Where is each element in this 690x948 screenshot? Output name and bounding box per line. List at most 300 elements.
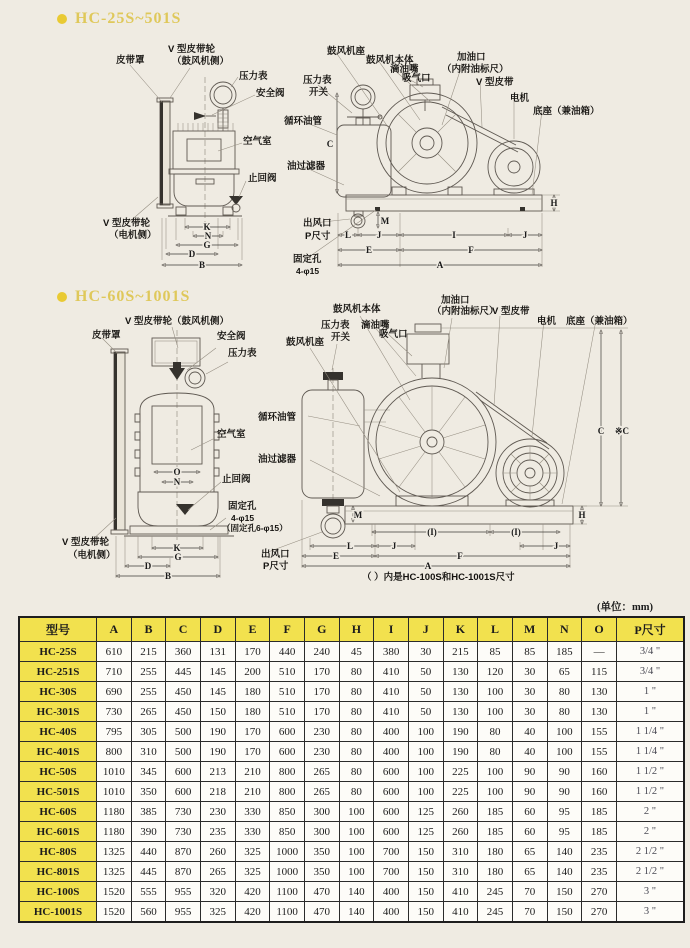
diagram-hc60s-1001s	[60, 310, 680, 582]
label-pressure-gauge: 压力表	[239, 71, 268, 82]
dim-j: J	[391, 541, 397, 551]
value-cell: 870	[166, 842, 201, 862]
value-cell: 385	[131, 802, 166, 822]
value-cell: 200	[235, 662, 270, 682]
value-cell: 1100	[270, 882, 305, 902]
table-row	[19, 862, 684, 882]
value-cell: 3/4 "	[617, 642, 685, 662]
value-cell: 730	[97, 702, 132, 722]
value-cell: 325	[235, 862, 270, 882]
table-row	[19, 642, 684, 662]
value-cell: 1325	[97, 862, 132, 882]
value-cell: 440	[131, 842, 166, 862]
model-cell: HC-25S	[19, 642, 97, 662]
value-cell: 190	[443, 722, 478, 742]
value-cell: 470	[304, 882, 339, 902]
table-row	[19, 902, 684, 923]
value-cell: 700	[374, 862, 409, 882]
value-cell: 800	[270, 762, 305, 782]
label-motor: 电机	[510, 93, 530, 104]
value-cell: 230	[304, 722, 339, 742]
value-cell: 80	[339, 662, 374, 682]
bullet-icon	[57, 14, 67, 24]
value-cell: 2 "	[617, 802, 685, 822]
value-cell: 420	[235, 882, 270, 902]
value-cell: 1 "	[617, 702, 685, 722]
label-oil-filler: 加油口	[441, 295, 470, 306]
value-cell: 130	[582, 702, 617, 722]
value-cell: 330	[235, 802, 270, 822]
value-cell: 90	[512, 762, 547, 782]
column-header: 型号	[19, 617, 97, 642]
value-cell: 850	[270, 802, 305, 822]
value-cell: 45	[339, 642, 374, 662]
value-cell: 730	[166, 802, 201, 822]
value-cell: 235	[582, 842, 617, 862]
value-cell: 185	[547, 642, 582, 662]
value-cell: 305	[131, 722, 166, 742]
value-cell: 180	[235, 682, 270, 702]
value-cell: 1 1/2 "	[617, 782, 685, 802]
label-suction-port: 吸气口	[402, 73, 431, 84]
value-cell: 600	[166, 782, 201, 802]
value-cell: 130	[443, 662, 478, 682]
dim-n: N	[204, 231, 212, 241]
value-cell: 155	[582, 742, 617, 762]
value-cell: 160	[582, 762, 617, 782]
dim-c: C	[597, 426, 605, 436]
value-cell: 100	[547, 722, 582, 742]
value-cell: 450	[166, 702, 201, 722]
value-cell: 140	[339, 902, 374, 923]
column-header: M	[512, 617, 547, 642]
label-pulley-blower: V 型皮带轮（鼓风机侧）	[125, 316, 229, 327]
label-blower-body: 鼓风机本体	[333, 304, 381, 315]
label-belt-cover: 皮带罩	[116, 55, 145, 66]
dimension-table	[18, 616, 685, 923]
value-cell: 3 "	[617, 902, 685, 923]
value-cell: 100	[339, 822, 374, 842]
value-cell: 410	[443, 902, 478, 923]
value-cell: 710	[97, 662, 132, 682]
value-cell: 310	[443, 862, 478, 882]
value-cell: 400	[374, 742, 409, 762]
value-cell: 2 1/2 "	[617, 862, 685, 882]
value-cell: 510	[270, 682, 305, 702]
table-row	[19, 782, 684, 802]
value-cell: 265	[131, 702, 166, 722]
value-cell: 1010	[97, 762, 132, 782]
label-pulley-motor-2: （电机侧）	[68, 550, 116, 561]
value-cell: 100	[478, 782, 513, 802]
label-belt-cover: 皮带罩	[92, 330, 121, 341]
value-cell: 265	[304, 782, 339, 802]
dim-d: D	[144, 561, 152, 571]
value-cell: 180	[235, 702, 270, 722]
value-cell: 50	[408, 682, 443, 702]
label-v-belt: V 型皮带	[492, 306, 530, 317]
value-cell: 600	[270, 722, 305, 742]
value-cell: 100	[339, 802, 374, 822]
value-cell: 700	[374, 842, 409, 862]
value-cell: 255	[131, 682, 166, 702]
value-cell: 400	[374, 902, 409, 923]
value-cell: 800	[270, 782, 305, 802]
value-cell: 85	[478, 642, 513, 662]
section1-title: HC-25S~501S	[75, 10, 182, 27]
dim-k: K	[173, 543, 181, 553]
bullet-icon	[57, 292, 67, 302]
value-cell: 180	[478, 842, 513, 862]
label-pulley-motor-2: （电机侧）	[109, 230, 157, 241]
label-air-chamber: 空气室	[243, 136, 272, 147]
value-cell: 870	[166, 862, 201, 882]
table-row	[19, 762, 684, 782]
dim-a: A	[424, 561, 432, 571]
value-cell: 420	[235, 902, 270, 923]
label-safety-valve: 安全阀	[256, 88, 285, 99]
label-motor: 电机	[537, 316, 557, 327]
value-cell: 213	[200, 762, 235, 782]
value-cell: 125	[408, 822, 443, 842]
label-circ-oil-pipe: 循环油管	[284, 116, 323, 127]
label-blower-base: 鼓风机座	[327, 46, 366, 57]
table-head	[19, 617, 684, 642]
dim-b: B	[198, 260, 206, 270]
column-header: E	[235, 617, 270, 642]
value-cell: 100	[408, 722, 443, 742]
value-cell: —	[582, 642, 617, 662]
value-cell: 500	[166, 722, 201, 742]
value-cell: 170	[235, 722, 270, 742]
value-cell: 80	[339, 742, 374, 762]
value-cell: 150	[408, 882, 443, 902]
value-cell: 600	[166, 762, 201, 782]
value-cell: 80	[547, 702, 582, 722]
value-cell: 1180	[97, 802, 132, 822]
value-cell: 80	[547, 682, 582, 702]
value-cell: 225	[443, 782, 478, 802]
value-cell: 140	[339, 882, 374, 902]
value-cell: 1100	[270, 902, 305, 923]
value-cell: 410	[443, 882, 478, 902]
value-cell: 80	[339, 782, 374, 802]
value-cell: 190	[200, 722, 235, 742]
dim-i-paren2: (I)	[511, 527, 521, 537]
model-cell: HC-100S	[19, 882, 97, 902]
label-fixing-hole-1: 固定孔	[293, 254, 322, 265]
value-cell: 131	[200, 642, 235, 662]
value-cell: 30	[512, 682, 547, 702]
column-header: H	[339, 617, 374, 642]
value-cell: 50	[408, 662, 443, 682]
dim-c: C	[326, 139, 334, 149]
dim-m: M	[353, 510, 363, 520]
value-cell: 95	[547, 802, 582, 822]
column-header: D	[200, 617, 235, 642]
value-cell: 115	[582, 662, 617, 682]
value-cell: 215	[131, 642, 166, 662]
value-cell: 150	[408, 902, 443, 923]
table-row	[19, 822, 684, 842]
value-cell: 100	[339, 842, 374, 862]
table-row	[19, 722, 684, 742]
value-cell: 325	[200, 902, 235, 923]
value-cell: 1000	[270, 842, 305, 862]
value-cell: 1520	[97, 902, 132, 923]
dim-h: H	[550, 198, 558, 208]
value-cell: 450	[166, 682, 201, 702]
value-cell: 215	[443, 642, 478, 662]
value-cell: 300	[304, 802, 339, 822]
value-cell: 230	[200, 802, 235, 822]
value-cell: 100	[547, 742, 582, 762]
table-header-row	[19, 617, 684, 642]
column-header: F	[270, 617, 305, 642]
label-pulley-blower-2: （鼓风机侧）	[172, 56, 230, 67]
value-cell: 90	[547, 762, 582, 782]
value-cell: 130	[582, 682, 617, 702]
column-header: O	[582, 617, 617, 642]
value-cell: 555	[131, 882, 166, 902]
value-cell: 245	[478, 882, 513, 902]
label-oil-filter: 油过滤器	[258, 454, 297, 465]
label-base: 底座（兼油箱）	[533, 106, 600, 117]
value-cell: 80	[339, 722, 374, 742]
value-cell: 3/4 "	[617, 662, 685, 682]
value-cell: 510	[270, 702, 305, 722]
dim-e: E	[365, 245, 373, 255]
value-cell: 125	[408, 802, 443, 822]
value-cell: 380	[374, 642, 409, 662]
dim-l: L	[346, 541, 354, 551]
label-v-belt: V 型皮带	[476, 77, 514, 88]
value-cell: 170	[304, 662, 339, 682]
value-cell: 30	[512, 662, 547, 682]
label-oil-dripper: 滴油嘴	[361, 320, 390, 331]
value-cell: 90	[547, 782, 582, 802]
value-cell: 470	[304, 902, 339, 923]
table-row	[19, 742, 684, 762]
value-cell: 120	[478, 662, 513, 682]
model-cell: HC-80S	[19, 842, 97, 862]
value-cell: 65	[512, 842, 547, 862]
value-cell: 150	[547, 902, 582, 923]
column-header: L	[478, 617, 513, 642]
value-cell: 1010	[97, 782, 132, 802]
label-check-valve: 止回阀	[248, 173, 277, 184]
value-cell: 65	[512, 862, 547, 882]
column-header: A	[97, 617, 132, 642]
value-cell: 1180	[97, 822, 132, 842]
value-cell: 185	[478, 802, 513, 822]
label-blower-body: 鼓风机本体	[366, 55, 414, 66]
dim-a: A	[436, 260, 444, 270]
size-note: （ ）内是HC-100S和HC-1001S尺寸	[362, 572, 515, 583]
value-cell: 185	[582, 802, 617, 822]
label-oil-filler-note: （内附油标尺）	[442, 64, 509, 75]
label-suction-port: 吸气口	[379, 329, 408, 340]
value-cell: 410	[374, 682, 409, 702]
value-cell: 190	[200, 742, 235, 762]
value-cell: 350	[131, 782, 166, 802]
value-cell: 70	[512, 902, 547, 923]
value-cell: 730	[166, 822, 201, 842]
dim-j2: J	[522, 230, 528, 240]
value-cell: 150	[200, 702, 235, 722]
value-cell: 600	[270, 742, 305, 762]
value-cell: 145	[200, 682, 235, 702]
table-row	[19, 662, 684, 682]
value-cell: 2 1/2 "	[617, 842, 685, 862]
value-cell: 100	[408, 742, 443, 762]
value-cell: 65	[547, 662, 582, 682]
value-cell: 1 "	[617, 682, 685, 702]
label-gauge-switch-2: 开关	[309, 87, 329, 98]
label-circ-oil-pipe: 循环油管	[258, 412, 297, 423]
value-cell: 235	[582, 862, 617, 882]
label-pressure-gauge: 压力表	[228, 348, 257, 359]
label-oil-dripper: 滴油嘴	[390, 64, 419, 75]
value-cell: 410	[374, 702, 409, 722]
section2-title: HC-60S~1001S	[75, 288, 191, 305]
dim-k: K	[203, 222, 211, 232]
section1-heading	[57, 10, 181, 28]
value-cell: 50	[408, 702, 443, 722]
column-header: G	[304, 617, 339, 642]
value-cell: 350	[304, 862, 339, 882]
value-cell: 850	[270, 822, 305, 842]
value-cell: 265	[304, 762, 339, 782]
value-cell: 210	[235, 782, 270, 802]
dim-g: G	[203, 240, 211, 250]
section2-heading	[57, 288, 190, 306]
dim-j2: J	[553, 541, 559, 551]
value-cell: 170	[235, 642, 270, 662]
value-cell: 130	[443, 682, 478, 702]
value-cell: 310	[131, 742, 166, 762]
model-cell: HC-501S	[19, 782, 97, 802]
value-cell: 145	[200, 662, 235, 682]
model-cell: HC-1001S	[19, 902, 97, 923]
value-cell: 210	[235, 762, 270, 782]
label-base: 底座（兼油箱）	[566, 316, 633, 327]
value-cell: 600	[374, 762, 409, 782]
table-row	[19, 802, 684, 822]
value-cell: 70	[512, 882, 547, 902]
side-view	[268, 316, 629, 571]
label-fixing-hole-3: （固定孔6-φ15）	[222, 523, 288, 533]
value-cell: 80	[339, 762, 374, 782]
value-cell: 350	[304, 842, 339, 862]
value-cell: 85	[512, 642, 547, 662]
value-cell: 320	[200, 882, 235, 902]
value-cell: 225	[443, 762, 478, 782]
label-fixing-hole-2: 4-φ15	[231, 513, 255, 523]
value-cell: 255	[131, 662, 166, 682]
table-body	[19, 642, 684, 923]
label-gauge-switch-1: 压力表	[321, 320, 350, 331]
value-cell: 345	[131, 762, 166, 782]
value-cell: 260	[200, 842, 235, 862]
value-cell: 360	[166, 642, 201, 662]
model-cell: HC-40S	[19, 722, 97, 742]
value-cell: 390	[131, 822, 166, 842]
value-cell: 600	[374, 822, 409, 842]
value-cell: 260	[443, 822, 478, 842]
column-header: P尺寸	[617, 617, 685, 642]
value-cell: 955	[166, 902, 201, 923]
value-cell: 80	[339, 702, 374, 722]
value-cell: 795	[97, 722, 132, 742]
value-cell: 40	[512, 742, 547, 762]
value-cell: 600	[374, 782, 409, 802]
value-cell: 100	[478, 682, 513, 702]
table-row	[19, 882, 684, 902]
value-cell: 100	[478, 702, 513, 722]
model-cell: HC-60S	[19, 802, 97, 822]
value-cell: 2 "	[617, 822, 685, 842]
column-header: B	[131, 617, 166, 642]
value-cell: 400	[374, 882, 409, 902]
value-cell: 310	[443, 842, 478, 862]
value-cell: 100	[408, 782, 443, 802]
model-cell: HC-50S	[19, 762, 97, 782]
value-cell: 300	[304, 822, 339, 842]
value-cell: 100	[408, 762, 443, 782]
value-cell: 180	[478, 862, 513, 882]
value-cell: 800	[97, 742, 132, 762]
value-cell: 170	[304, 682, 339, 702]
label-outlet-2: P尺寸	[305, 231, 331, 242]
value-cell: 30	[512, 702, 547, 722]
value-cell: 155	[582, 722, 617, 742]
label-oil-filler: 加油口	[457, 52, 486, 63]
label-outlet-2: P尺寸	[263, 561, 289, 572]
dim-f: F	[468, 245, 474, 255]
value-cell: 955	[166, 882, 201, 902]
value-cell: 3 "	[617, 882, 685, 902]
value-cell: 400	[374, 722, 409, 742]
value-cell: 1000	[270, 862, 305, 882]
dim-h: H	[578, 510, 586, 520]
dim-g: G	[174, 552, 182, 562]
label-check-valve: 止回阀	[222, 474, 251, 485]
value-cell: 610	[97, 642, 132, 662]
value-cell: 95	[547, 822, 582, 842]
value-cell: 445	[166, 662, 201, 682]
label-pulley-motor-1: V 型皮带轮	[103, 218, 150, 229]
label-safety-valve: 安全阀	[217, 331, 246, 342]
model-cell: HC-30S	[19, 682, 97, 702]
dim-l: L	[344, 230, 352, 240]
dim-c-star: ※C	[614, 426, 630, 436]
value-cell: 1 1/4 "	[617, 742, 685, 762]
dim-d: D	[188, 249, 196, 259]
value-cell: 130	[443, 702, 478, 722]
label-outlet-1: 出风口	[261, 549, 290, 560]
value-cell: 100	[478, 762, 513, 782]
dim-j: J	[376, 230, 382, 240]
model-cell: HC-251S	[19, 662, 97, 682]
dim-f: F	[457, 551, 463, 561]
dim-e: E	[332, 551, 340, 561]
value-cell: 80	[339, 682, 374, 702]
value-cell: 240	[304, 642, 339, 662]
label-gauge-switch-1: 压力表	[303, 75, 332, 86]
value-cell: 510	[270, 662, 305, 682]
value-cell: 185	[478, 822, 513, 842]
